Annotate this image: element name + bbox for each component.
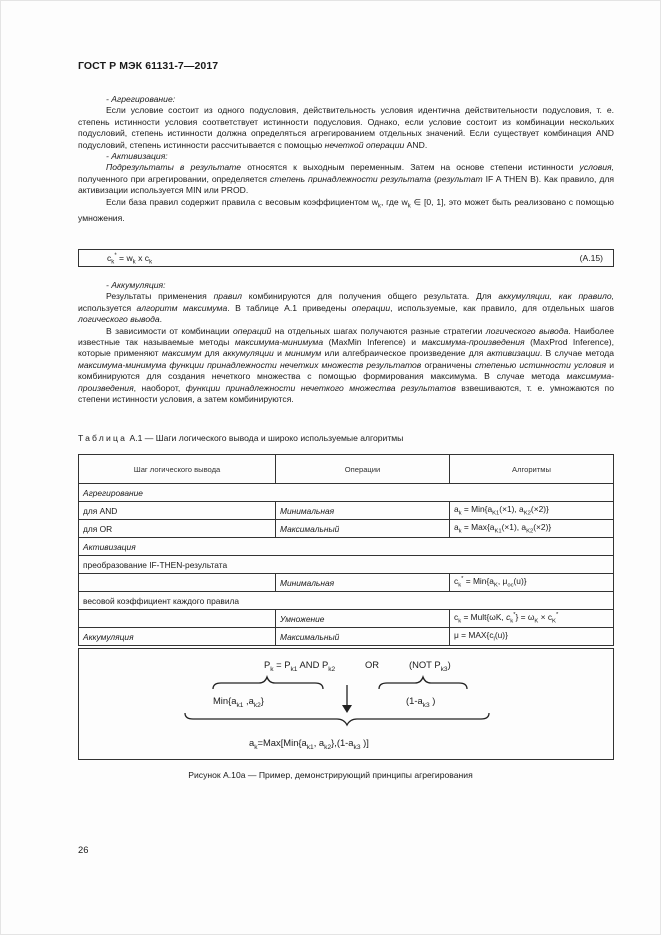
fig-expression-pk: $P_k = P_{k1}$ AND $P_{k2}$ (264, 659, 336, 673)
fig-or: OR (365, 659, 380, 670)
alg-max: $a_k = Max\{a_{K1}(\times 1)$, $a_{K2}(\times 2)$} (450, 520, 614, 538)
aggregation-figure (78, 648, 614, 760)
table-row: Умножение $c_k$ = Mult{ωK, $c_k^*\} = \omega_K \times c_K^*$ (79, 610, 614, 628)
header-algorithms: Алгоритмы (450, 455, 614, 484)
fig-min: $Min\{a_{k1}$ $,a_{k2}$} (213, 695, 264, 709)
combination-paragraph: В зависимости от комбинации операций на отдельных шагах получаются разные стратегии логического вывода. Наиболее известные так называемые методы максимума-минимума (MaxMin Inference) и максимума-произведения (MaxProd Inference), которые применяют максимум для аккумуляции и минимум или алгебраическое произведение для активизации. В случае метода максимума-минимума функции принадлежности нечетких множеств результатов ограничены степенью истинности условия и комбинируются для создания нечеткого множества с помощью формирования максимума. В случае метода максимума-произведения, наоборот, функции принадлежности нечеткого множества результатов взвешиваются, т. е. умножаются по степени истинности условия, а затем комбинируются. (78, 325, 615, 405)
formula-expression: $c_k^* = w_k$ x $c_k$ (107, 253, 153, 266)
brace-bottom (185, 713, 489, 725)
aggregation-title: - Агрегирование: (106, 94, 176, 104)
alg-mult: $c_k$ = Mult{ωK, $c_k^*\} = \omega_K \times c_K^*$ (450, 610, 614, 628)
alg-activation: $c_k^* = Min\{a_K$, $\mu_{oc}(u)$} (450, 574, 614, 592)
table-caption: Таблица А.1 — Шаги логического вывода и широко используемые алгоритмы (78, 433, 404, 443)
table-row: Активизация (79, 538, 614, 556)
aggregation-paragraph: Если условие состоит из одного подусловия, действительность условия идентична действительности подусловия, т. е. степень истинности условия соответствует истинности подусловия. Однако, если условие состоит из комбинации нескольких подусловий, степень истинности должна определяться агрегированием отдельных значений. Если существует комбинация AND подусловий, степень истинности рассчитывается с помощью нечеткой операции AND. (78, 105, 614, 150)
table-row: для AND Минимальная $a_k = Min\{a_{K1}(\times 1)$, $a_{K2}(\times 2)$} (79, 502, 614, 520)
table-row: Агрегирование (79, 484, 614, 502)
fig-braces (79, 649, 615, 761)
arrow-head (342, 705, 352, 713)
header-step: Шаг логического вывода (79, 455, 276, 484)
formula-box (78, 249, 614, 267)
table-row: весовой коэффициент каждого правила (79, 592, 614, 610)
fig-result: $a_k=Max[Min\{a_{k1}$, $a_{k2}\},(1-a_{k3}$ )] (249, 737, 369, 751)
aggregation-section (78, 94, 614, 224)
fig-one-minus: ($1-a_{k3}$ ) (406, 695, 436, 709)
brace-left (213, 677, 323, 689)
page-number: 26 (78, 844, 89, 855)
table-row: для OR Максимальный $a_k = Max\{a_{K1}(\times 1)$, $a_{K2}(\times 2)$} (79, 520, 614, 538)
formula-number: (А.15) (579, 253, 603, 263)
table-row: Минимальная $c_k^* = Min\{a_K$, $\mu_{oc}(u)$} (79, 574, 614, 592)
alg-acc: $\mu = MAX\{c_l(u)\}$ (450, 628, 614, 646)
document-header: ГОСТ Р МЭК 61131-7—2017 (78, 60, 219, 72)
activation-paragraph: Подрезультаты в результате относятся к выходным переменным. Затем на основе степени истинности условия, полученного при агрегировании, определяется степень принадлежности результата (результат IF A THEN B). Как правило, для активизации используется MIN или PROD. (78, 162, 615, 196)
table-row: преобразование IF-THEN-результата (79, 556, 614, 574)
header-operations: Операции (276, 455, 450, 484)
accumulation-paragraph: Результаты применения правил комбинируются для получения общего результата. Для аккумуляции, как правило, используется алгоритм максимума. В таблице А.1 приведены операции, используемые, как правило, для отдельных шагов логического вывода. (78, 291, 615, 325)
table-header-row (79, 455, 614, 484)
accumulation-section (78, 280, 614, 405)
fig-not: (NOT $P_{k3}$) (409, 659, 451, 673)
activation-title: - Активизация: (106, 151, 168, 162)
accumulation-title: - Аккумуляция: (106, 280, 166, 290)
weight-paragraph: Если база правил содержит правила с весовым коэффициентом $w_k$, где $w_k$ ∈ [0, 1], это может быть реализовано с помощью умножения. (78, 196, 614, 223)
brace-right (379, 677, 467, 689)
figure-caption: Рисунок А.10а — Пример, демонстрирующий принципы агрегирования (188, 770, 473, 780)
inference-table (78, 454, 614, 646)
table-row: Аккумуляция Максимальный $\mu = MAX\{c_l(u)\}$ (79, 628, 614, 646)
alg-min: $a_k = Min\{a_{K1}(\times 1)$, $a_{K2}(\times 2)$} (450, 502, 614, 520)
